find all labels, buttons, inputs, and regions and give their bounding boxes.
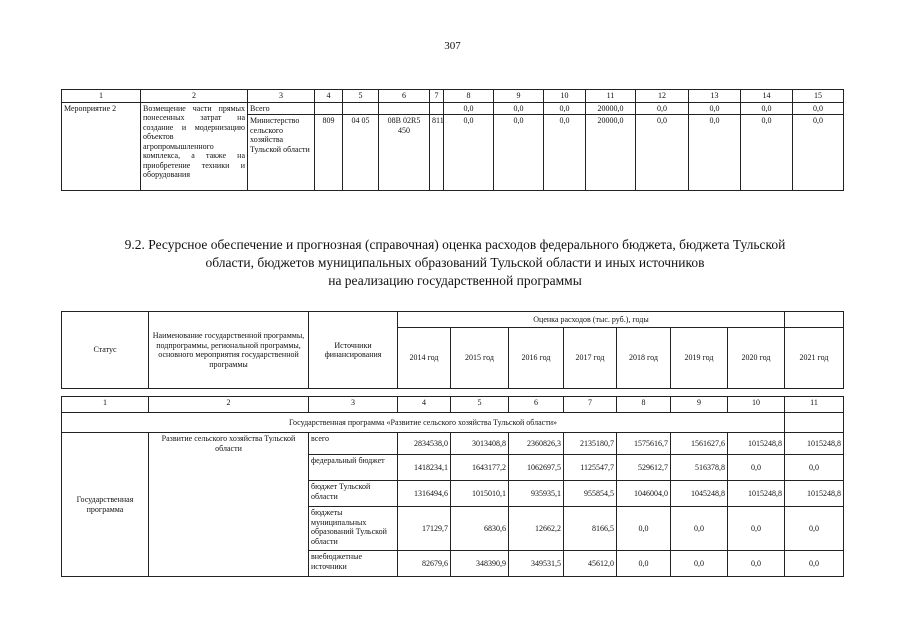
value-cell: 2834538,0	[398, 433, 451, 455]
value-cell: 0,0	[544, 115, 586, 191]
year-header: 2019 год	[671, 328, 728, 389]
column-number-row	[62, 397, 844, 413]
status-header: Статус	[62, 312, 149, 389]
col-num: 15	[793, 90, 844, 103]
col-num: 11	[586, 90, 636, 103]
code-cell: 811	[430, 115, 444, 191]
value-cell: 1418234,1	[398, 455, 451, 481]
value-cell: 1015248,8	[728, 433, 785, 455]
resource-header-table	[61, 311, 844, 389]
value-cell: 0,0	[728, 507, 785, 551]
value-cell: 1125547,7	[564, 455, 617, 481]
code-cell: 809	[315, 115, 343, 191]
value-cell: 0,0	[785, 455, 844, 481]
estimate-header: Оценка расходов (тыс. руб.), годы	[398, 312, 785, 328]
value-cell: 0,0	[785, 507, 844, 551]
value-cell: 45612,0	[564, 551, 617, 577]
col-num: 11	[785, 397, 844, 413]
empty-cell	[785, 413, 844, 433]
value-cell: 1561627,6	[671, 433, 728, 455]
value-cell: 1316494,6	[398, 481, 451, 507]
value-cell: 0,0	[671, 507, 728, 551]
program-name-header: Наименование государственной программы, подпрограммы, региональной программы, основного мероприятия государственной программы	[149, 312, 309, 389]
heading-line: на реализацию государственной программы	[328, 273, 582, 288]
code-cell	[343, 102, 379, 115]
empty-cell	[785, 312, 844, 328]
value-cell: 0,0	[617, 551, 671, 577]
year-header: 2014 год	[398, 328, 451, 389]
value-cell: 0,0	[444, 102, 494, 115]
value-cell: 1015248,8	[728, 481, 785, 507]
col-num: 10	[728, 397, 785, 413]
code-cell: 08В 02R5 450	[379, 115, 430, 191]
col-num: 1	[62, 397, 149, 413]
value-cell: 82679,6	[398, 551, 451, 577]
col-num: 13	[689, 90, 741, 103]
value-cell: 0,0	[544, 102, 586, 115]
col-num: 6	[509, 397, 564, 413]
value-cell: 1015248,8	[785, 433, 844, 455]
measure-status: Мероприятие 2	[62, 102, 141, 191]
col-num: 7	[430, 90, 444, 103]
col-num: 6	[379, 90, 430, 103]
value-cell: 935935,1	[509, 481, 564, 507]
code-cell	[430, 102, 444, 115]
heading-line: 9.2. Ресурсное обеспечение и прогнозная (справочная) оценка расходов федерального бюджета, бюджета Тульской	[124, 237, 786, 252]
value-cell: 0,0	[785, 551, 844, 577]
program-status: Государственная программа	[62, 433, 149, 577]
value-cell: 2360826,3	[509, 433, 564, 455]
value-cell: 0,0	[636, 115, 689, 191]
value-cell: 0,0	[689, 102, 741, 115]
resource-table	[61, 396, 844, 577]
year-header: 2018 год	[617, 328, 671, 389]
source-cell: бюджеты муниципальных образований Тульской области	[309, 507, 398, 551]
col-num: 5	[343, 90, 379, 103]
value-cell: 529612,7	[617, 455, 671, 481]
value-cell: 8166,5	[564, 507, 617, 551]
value-cell: 0,0	[494, 115, 544, 191]
value-cell: 1643177,2	[451, 455, 509, 481]
col-num: 1	[62, 90, 141, 103]
value-cell: 0,0	[636, 102, 689, 115]
value-cell: 20000,0	[586, 102, 636, 115]
value-cell: 1046004,0	[617, 481, 671, 507]
value-cell: 1015010,1	[451, 481, 509, 507]
year-header: 2021 год	[785, 328, 844, 389]
value-cell: 6830,6	[451, 507, 509, 551]
code-cell	[379, 102, 430, 115]
value-cell: 0,0	[728, 455, 785, 481]
value-cell: 0,0	[689, 115, 741, 191]
year-header: 2017 год	[564, 328, 617, 389]
heading-line: области, бюджетов муниципальных образований Тульской области и иных источников	[205, 255, 705, 270]
source-cell: бюджет Тульской области	[309, 481, 398, 507]
value-cell: 0,0	[617, 507, 671, 551]
col-num: 8	[617, 397, 671, 413]
col-num: 3	[309, 397, 398, 413]
value-cell: 0,0	[671, 551, 728, 577]
col-num: 7	[564, 397, 617, 413]
value-cell: 12662,2	[509, 507, 564, 551]
value-cell: 3013408,8	[451, 433, 509, 455]
value-cell: 1015248,8	[785, 481, 844, 507]
program-name: Развитие сельского хозяйства Тульской области	[149, 433, 309, 577]
value-cell: 0,0	[741, 115, 793, 191]
value-cell: 0,0	[728, 551, 785, 577]
col-num: 12	[636, 90, 689, 103]
table-row	[62, 433, 844, 455]
col-num: 3	[248, 90, 315, 103]
column-number-row	[62, 90, 844, 103]
col-num: 2	[141, 90, 248, 103]
section-heading	[60, 236, 850, 290]
source-cell: Всего	[248, 102, 315, 115]
value-cell: 17129,7	[398, 507, 451, 551]
value-cell: 1575616,7	[617, 433, 671, 455]
table-row	[62, 102, 844, 115]
col-num: 8	[444, 90, 494, 103]
col-num: 2	[149, 397, 309, 413]
year-header: 2015 год	[451, 328, 509, 389]
value-cell: 955854,5	[564, 481, 617, 507]
col-num: 14	[741, 90, 793, 103]
col-num: 4	[398, 397, 451, 413]
value-cell: 0,0	[793, 115, 844, 191]
year-header: 2016 год	[509, 328, 564, 389]
page-number: 307	[444, 40, 461, 52]
col-num: 4	[315, 90, 343, 103]
measure-name: Возмещение части прямых понесенных затрат на создание и модернизацию объектов агропромышленного комплекса, а также на приобретение техники и оборудования	[141, 102, 248, 191]
value-cell: 0,0	[494, 102, 544, 115]
year-header: 2020 год	[728, 328, 785, 389]
program-title-row: Государственная программа «Развитие сельского хозяйства Тульской области»	[62, 413, 785, 433]
value-cell: 0,0	[741, 102, 793, 115]
value-cell: 1062697,5	[509, 455, 564, 481]
source-cell: Министерство сельского хозяйства Тульской области	[248, 115, 315, 191]
source-cell: федеральный бюджет	[309, 455, 398, 481]
value-cell: 20000,0	[586, 115, 636, 191]
value-cell: 0,0	[444, 115, 494, 191]
value-cell: 349531,5	[509, 551, 564, 577]
value-cell: 2135180,7	[564, 433, 617, 455]
col-num: 9	[494, 90, 544, 103]
col-num: 9	[671, 397, 728, 413]
funding-source-header: Источники финансирования	[309, 312, 398, 389]
code-cell	[315, 102, 343, 115]
measure-table	[61, 89, 844, 191]
value-cell: 1045248,8	[671, 481, 728, 507]
value-cell: 0,0	[793, 102, 844, 115]
col-num: 10	[544, 90, 586, 103]
value-cell: 516378,8	[671, 455, 728, 481]
code-cell: 04 05	[343, 115, 379, 191]
value-cell: 348390,9	[451, 551, 509, 577]
source-cell: всего	[309, 433, 398, 455]
col-num: 5	[451, 397, 509, 413]
source-cell: внебюджетные источники	[309, 551, 398, 577]
